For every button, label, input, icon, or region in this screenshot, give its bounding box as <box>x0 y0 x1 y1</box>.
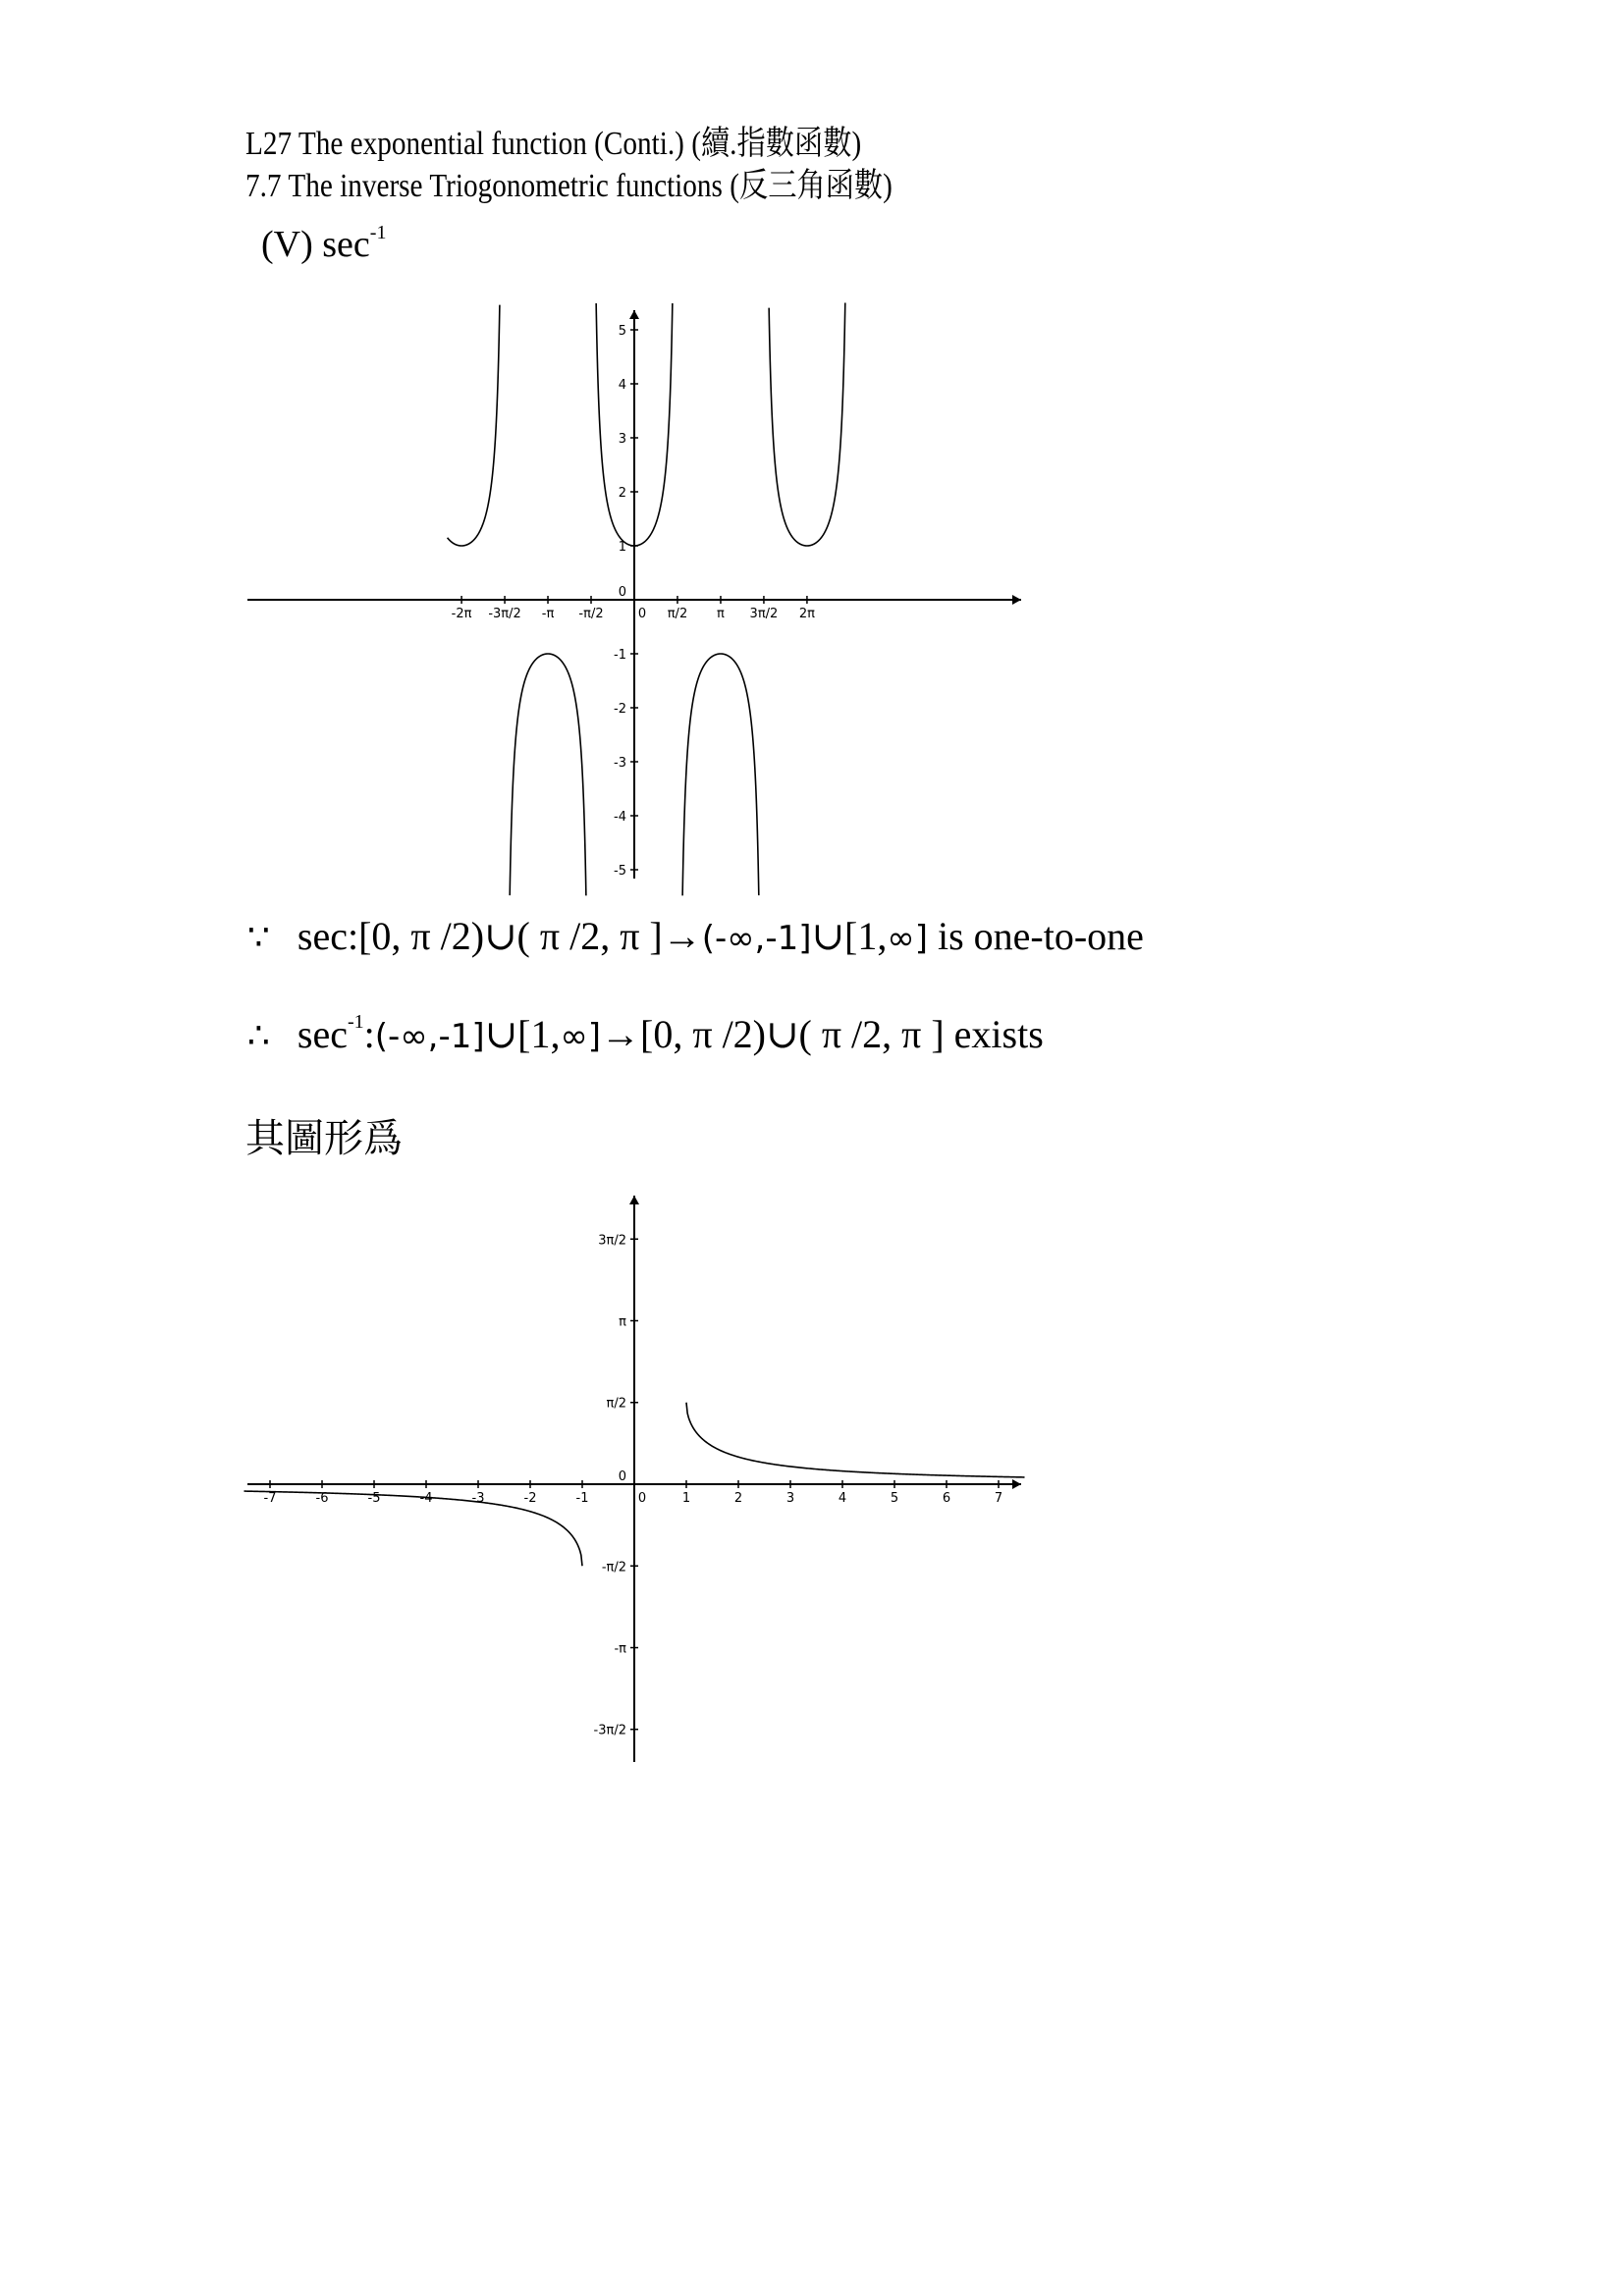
arcsec-y-tick-label: π/2 <box>606 1396 626 1412</box>
therefore-symbol: ∴ <box>247 1016 270 1056</box>
sec-y-tick-label: 0 <box>618 585 626 600</box>
sec-y-tick-label: -5 <box>614 864 626 879</box>
header-line-2: 7.7 The inverse Triogonometric functions (反三角函數) <box>245 168 893 204</box>
arcsec-x-tick-label: -7 <box>263 1491 277 1506</box>
arcsec-x-tick-label: -2 <box>523 1491 537 1506</box>
sec-y-tick-label: 2 <box>618 486 626 501</box>
sec-x-tick-label: -π/2 <box>578 607 604 621</box>
because-part-e: is one-to-one <box>927 914 1144 958</box>
arcsec-x-tick-label: 7 <box>994 1491 1003 1506</box>
section-label: (V) sec <box>261 224 370 265</box>
therefore-statement <box>247 1011 1044 1057</box>
arcsec-x-tick-label: -5 <box>367 1491 381 1506</box>
sec-x-tick-label: 3π/2 <box>749 607 779 621</box>
arcsec-y-tick-label: -π/2 <box>601 1560 626 1575</box>
sec-y-tick-label: 1 <box>618 540 626 555</box>
arcsec-x-tick-label: -4 <box>419 1491 433 1506</box>
arcsec-x-tick-label: 0 <box>637 1491 647 1506</box>
arcsec-y-tick-label: -3π/2 <box>593 1723 626 1738</box>
section-sup: -1 <box>369 222 387 243</box>
sec-y-tick-label: -2 <box>614 702 626 717</box>
arcsec-x-tick-label: 5 <box>890 1491 899 1506</box>
header-line-1: L27 The exponential function (Conti.) (續.指數函數) <box>245 126 862 162</box>
arcsec-y-tick-label: 3π/2 <box>598 1233 626 1249</box>
arcsec-y-tick-label: π <box>619 1314 626 1330</box>
because-part-b: (-∞,-1] <box>701 919 812 958</box>
sec-y-axis-arrow <box>629 310 639 319</box>
because-part-c: ∪[1, <box>811 914 888 958</box>
sec-y-tick-label: 5 <box>618 324 626 339</box>
sec-curve-branch <box>448 305 500 546</box>
therefore-part-e: ∞] <box>560 1017 602 1056</box>
arcsec-x-tick-label: -1 <box>575 1491 589 1506</box>
sec-y-tick-label: 4 <box>618 378 626 393</box>
sec-curve-branch <box>682 654 759 895</box>
arcsec-curve-right <box>686 1403 1025 1477</box>
sec-y-tick-label: -1 <box>614 648 626 663</box>
arcsec-y-axis-arrow <box>629 1196 639 1204</box>
sec-curve-branch <box>510 654 586 895</box>
arcsec-x-tick-label: 1 <box>681 1491 691 1506</box>
sec-y-tick-label: -4 <box>614 810 626 825</box>
therefore-part-d: ∪[1, <box>484 1012 561 1056</box>
therefore-part-b: : <box>363 1012 375 1056</box>
therefore-part-a: sec <box>297 1012 348 1056</box>
sec-x-tick-label: 0 <box>637 607 647 621</box>
arcsec-x-tick-label: -3 <box>471 1491 485 1506</box>
sec-x-tick-label: π/2 <box>667 607 688 621</box>
because-part-d: ∞] <box>887 919 928 958</box>
because-symbol: ∵ <box>247 918 270 958</box>
arcsec-x-tick-label: 6 <box>942 1491 951 1506</box>
because-statement <box>247 913 1144 959</box>
arcsec-y-tick-label: -π <box>614 1641 626 1657</box>
sec-y-tick-label: 3 <box>618 432 626 447</box>
sec-x-axis-arrow <box>1012 595 1021 605</box>
arcsec-x-tick-label: 2 <box>733 1491 743 1506</box>
arcsec-y-tick-label: 0 <box>618 1469 626 1484</box>
arcsec-x-tick-label: 4 <box>838 1491 847 1506</box>
graph-caption: 其圖形爲 <box>245 1116 403 1161</box>
arcsec-x-axis-arrow <box>1012 1479 1021 1489</box>
sec-x-tick-label: -3π/2 <box>488 607 521 621</box>
sec-y-tick-label: -3 <box>614 756 626 771</box>
sec-x-tick-label: π <box>717 607 725 621</box>
arcsec-x-tick-label: -6 <box>315 1491 329 1506</box>
therefore-part-f: →[0, π /2)∪( π /2, π ] exists <box>601 1012 1044 1056</box>
sec-curve-branch <box>769 303 845 546</box>
sec-x-tick-label: -π <box>541 607 555 621</box>
sec-x-tick-label: -2π <box>451 607 472 621</box>
therefore-part-c: (-∞,-1] <box>374 1017 485 1056</box>
because-part-a: sec:[0, π /2)∪( π /2, π ]→ <box>297 914 702 958</box>
sec-x-tick-label: 2π <box>798 607 815 621</box>
therefore-sup: -1 <box>347 1011 364 1033</box>
arcsec-x-tick-label: 3 <box>785 1491 795 1506</box>
